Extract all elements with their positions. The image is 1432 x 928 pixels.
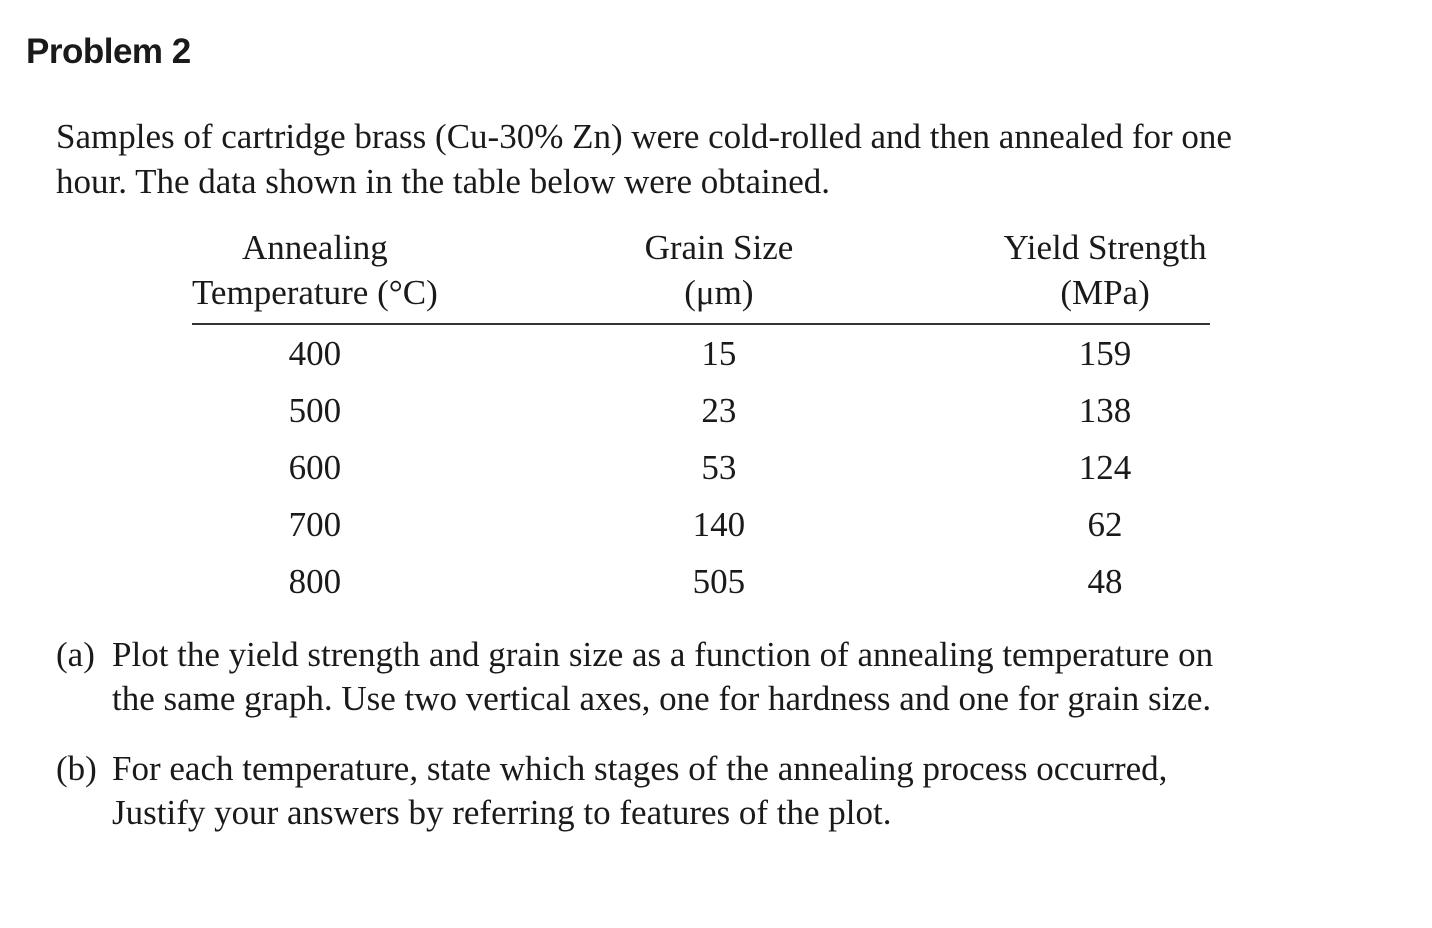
cell-grain-size: 140 xyxy=(692,505,746,544)
header-yield-strength xyxy=(1000,225,1210,324)
header-yield-line-2: (MPa) xyxy=(1060,273,1150,312)
cell-grain-size: 23 xyxy=(701,391,737,430)
cell-grain-size: 505 xyxy=(692,562,746,601)
intro-line-2: hour. The data shown in the table below were obtained. xyxy=(56,162,830,201)
question-item-a xyxy=(56,633,1396,721)
cell-yield-strength: 62 xyxy=(1087,505,1123,544)
cell-yield-strength: 48 xyxy=(1087,562,1123,601)
table-row xyxy=(192,496,1210,553)
header-grain-size xyxy=(438,225,1000,324)
question-line-1: For each temperature, state which stages of the annealing process occurred, xyxy=(112,749,1168,788)
question-label: (b) xyxy=(56,749,97,788)
cell-temperature: 400 xyxy=(288,334,342,373)
header-yield-line-1: Yield Strength xyxy=(1003,228,1207,267)
table-row xyxy=(192,439,1210,496)
cell-grain-size: 15 xyxy=(701,334,737,373)
cell-grain-size: 53 xyxy=(701,448,737,487)
question-item-b xyxy=(56,747,1396,835)
cell-yield-strength: 159 xyxy=(1078,334,1132,373)
table-row xyxy=(192,553,1210,610)
intro-paragraph xyxy=(56,114,1376,204)
intro-line-1: Samples of cartridge brass (Cu-30% Zn) were cold-rolled and then annealed for one xyxy=(56,117,1232,156)
header-grain-line-2: (μm) xyxy=(684,273,754,312)
cell-temperature: 700 xyxy=(288,505,342,544)
header-temp-line-1: Annealing xyxy=(241,228,388,267)
cell-temperature: 500 xyxy=(288,391,342,430)
annealing-data-table xyxy=(192,225,1210,610)
question-line-2: the same graph. Use two vertical axes, one for hardness and one for grain size. xyxy=(112,679,1212,718)
header-annealing-temperature xyxy=(192,225,438,324)
cell-yield-strength: 124 xyxy=(1078,448,1132,487)
header-temp-line-2: Temperature (°C) xyxy=(192,273,438,312)
table-row xyxy=(192,324,1210,382)
question-line-1: Plot the yield strength and grain size as a function of annealing temperature on xyxy=(112,635,1214,674)
cell-yield-strength: 138 xyxy=(1078,391,1132,430)
question-label: (a) xyxy=(56,635,95,674)
header-grain-line-1: Grain Size xyxy=(644,228,794,267)
table-row xyxy=(192,382,1210,439)
question-line-2: Justify your answers by referring to features of the plot. xyxy=(112,793,892,832)
table-header-row xyxy=(192,225,1210,324)
cell-temperature: 600 xyxy=(288,448,342,487)
cell-temperature: 800 xyxy=(288,562,342,601)
problem-heading: Problem 2 xyxy=(26,32,191,71)
question-list xyxy=(56,633,1396,861)
